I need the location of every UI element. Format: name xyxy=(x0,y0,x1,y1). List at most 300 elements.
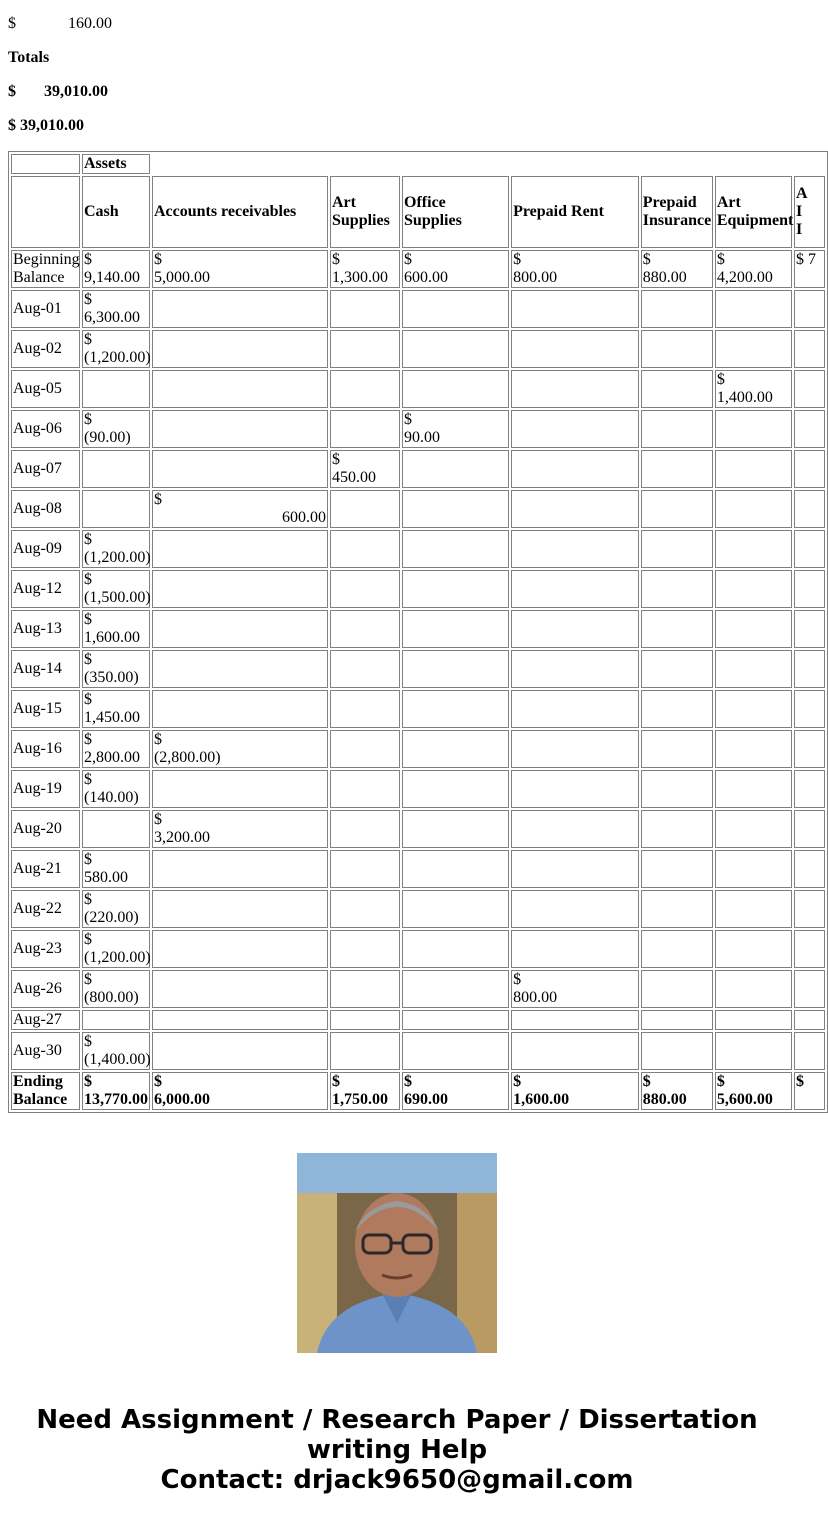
cell-amount: (1,400.00) xyxy=(83,1051,151,1068)
cell-prepaid-insurance xyxy=(641,290,713,328)
row-label: Aug-02 xyxy=(11,330,80,368)
cell-prepaid-insurance xyxy=(641,250,713,288)
avatar xyxy=(297,1153,497,1353)
cell-dollar-sign: $ xyxy=(83,331,92,348)
cell-art-equipment xyxy=(715,610,792,648)
header-prepaid-rent: Prepaid Rent xyxy=(511,176,639,248)
cell-cut-off xyxy=(794,930,825,968)
column-header-row xyxy=(11,176,825,248)
footer-text xyxy=(0,1405,794,1495)
cell-art-supplies xyxy=(330,290,400,328)
cell-amount: (350.00) xyxy=(83,669,139,686)
cell-accounts-receivables xyxy=(152,1010,328,1030)
cell-cut-off xyxy=(794,1010,825,1030)
cell-art-supplies xyxy=(330,370,400,408)
cell-cut-off xyxy=(794,650,825,688)
table-row xyxy=(11,1032,825,1070)
cell-art-equipment xyxy=(715,930,792,968)
cell-amount: 1,450.00 xyxy=(83,709,140,726)
cell-prepaid-rent xyxy=(511,930,639,968)
cell-art-supplies xyxy=(330,770,400,808)
cell-cut-off xyxy=(794,530,825,568)
cell-art-supplies xyxy=(330,250,400,288)
ledger-table xyxy=(8,151,828,1113)
cell-art-supplies xyxy=(330,570,400,608)
footer-line-3: Contact: drjack9650@gmail.com xyxy=(160,1465,634,1495)
cell-dollar-sign: $ xyxy=(83,611,92,628)
footer-line-1: Need Assignment / Research Paper / Dissertation xyxy=(36,1405,758,1435)
cell-accounts-receivables xyxy=(152,1072,328,1110)
cell-amount: 13,770.00 xyxy=(83,1091,148,1108)
row-label: Aug-20 xyxy=(11,810,80,848)
header-cash: Cash xyxy=(82,176,150,248)
cell-art-equipment xyxy=(715,330,792,368)
cell-dollar-sign: $ xyxy=(83,1073,92,1090)
cell-dollar-sign: $ xyxy=(83,931,92,948)
cell-cut-off xyxy=(794,970,825,1008)
cell-amount: 800.00 xyxy=(513,989,558,1006)
header-art-equipment: Art Equipment xyxy=(715,176,792,248)
cell-accounts-receivables xyxy=(152,570,328,608)
cell-cash xyxy=(82,570,150,608)
cell-cut-off xyxy=(794,850,825,888)
header-cut-off: A I I xyxy=(794,176,825,248)
cell-art-equipment xyxy=(715,530,792,568)
cell-art-supplies xyxy=(330,850,400,888)
cell-office-supplies xyxy=(402,610,509,648)
band-empty-cell xyxy=(11,154,80,174)
cell-dollar-sign: $ xyxy=(83,691,92,708)
cell-art-equipment xyxy=(715,570,792,608)
cell-amount: 880.00 xyxy=(642,269,687,286)
table-row xyxy=(11,330,825,368)
cell-prepaid-rent xyxy=(511,770,639,808)
cell-amount: 5,000.00 xyxy=(153,269,210,286)
table-row xyxy=(11,850,825,888)
cell-prepaid-rent xyxy=(511,330,639,368)
cell-amount: (140.00) xyxy=(83,789,139,806)
cell-prepaid-rent xyxy=(511,290,639,328)
cell-accounts-receivables xyxy=(152,330,328,368)
cell-art-equipment xyxy=(715,970,792,1008)
totals-value: 39,010.00 xyxy=(44,83,108,100)
cell-dollar-sign: $ xyxy=(153,251,162,268)
band-assets-cell: Assets xyxy=(82,154,150,174)
cell-accounts-receivables xyxy=(152,850,328,888)
cell-amount: 1,600.00 xyxy=(513,1091,570,1108)
cell-amount: 2,800.00 xyxy=(83,749,140,766)
cell-office-supplies xyxy=(402,810,509,848)
cell-accounts-receivables xyxy=(152,290,328,328)
cell-office-supplies xyxy=(402,250,509,288)
cell-cash xyxy=(82,1010,150,1030)
cell-accounts-receivables xyxy=(152,610,328,648)
row-label: Ending Balance xyxy=(11,1072,80,1110)
cell-amount: (800.00) xyxy=(83,989,139,1006)
cell-amount: 880.00 xyxy=(642,1091,687,1108)
totals-dollar: $ xyxy=(8,83,16,100)
cell-office-supplies xyxy=(402,1032,509,1070)
cell-cut-off xyxy=(794,290,825,328)
table-row xyxy=(11,1010,825,1030)
cell-dollar-sign: $ xyxy=(153,491,162,508)
table-row xyxy=(11,930,825,968)
cell-prepaid-insurance xyxy=(641,570,713,608)
cell-accounts-receivables xyxy=(152,530,328,568)
cell-dollar-sign: $ xyxy=(153,731,162,748)
cell-amount: 5,600.00 xyxy=(716,1091,773,1108)
cell-art-supplies xyxy=(330,450,400,488)
cell-dollar-sign: $ xyxy=(404,411,413,428)
cell-art-equipment xyxy=(715,850,792,888)
table-row xyxy=(11,810,825,848)
cell-art-equipment xyxy=(715,410,792,448)
cell-accounts-receivables xyxy=(152,450,328,488)
cell-cash xyxy=(82,930,150,968)
cell-prepaid-rent xyxy=(511,410,639,448)
cell-art-supplies xyxy=(330,970,400,1008)
cell-art-equipment xyxy=(715,810,792,848)
cell-office-supplies xyxy=(402,450,509,488)
cell-cash xyxy=(82,810,150,848)
cell-office-supplies xyxy=(402,970,509,1008)
cell-prepaid-insurance xyxy=(641,410,713,448)
row-label: Aug-08 xyxy=(11,490,80,528)
cell-cut-off xyxy=(794,370,825,408)
table-row xyxy=(11,490,825,528)
cell-amount: 800.00 xyxy=(513,269,558,286)
cell-amount: 1,400.00 xyxy=(716,389,773,406)
cell-dollar-sign: $ xyxy=(83,851,92,868)
table-row xyxy=(11,290,825,328)
cell-cut-off xyxy=(794,810,825,848)
cell-dollar-sign: $ xyxy=(83,1033,92,1050)
cell-prepaid-insurance xyxy=(641,1072,713,1110)
cell-accounts-receivables xyxy=(152,650,328,688)
cell-prepaid-insurance xyxy=(641,490,713,528)
cell-accounts-receivables xyxy=(152,250,328,288)
cell-art-equipment xyxy=(715,1010,792,1030)
cell-dollar-sign: $ xyxy=(83,731,92,748)
cell-accounts-receivables xyxy=(152,490,328,528)
cell-prepaid-rent xyxy=(511,810,639,848)
cell-prepaid-rent xyxy=(511,1010,639,1030)
cell-accounts-receivables xyxy=(152,730,328,768)
cell-dollar-sign: $ xyxy=(83,531,92,548)
cell-amount: 9,140.00 xyxy=(83,269,140,286)
cell-office-supplies xyxy=(402,410,509,448)
table-row xyxy=(11,370,825,408)
row-label: Aug-30 xyxy=(11,1032,80,1070)
cell-cut-off xyxy=(794,770,825,808)
cell-prepaid-rent xyxy=(511,730,639,768)
cell-art-supplies xyxy=(330,730,400,768)
cell-cash xyxy=(82,1072,150,1110)
cell-dollar-sign: $ xyxy=(83,971,92,988)
cell-cash xyxy=(82,290,150,328)
row-label: Aug-27 xyxy=(11,1010,80,1030)
row-label: Aug-19 xyxy=(11,770,80,808)
cell-office-supplies xyxy=(402,890,509,928)
cell-art-supplies xyxy=(330,530,400,568)
cell-cut-off xyxy=(794,450,825,488)
table-row xyxy=(11,530,825,568)
cell-cash xyxy=(82,970,150,1008)
cell-cut-off xyxy=(794,890,825,928)
cell-prepaid-rent xyxy=(511,610,639,648)
cell-amount: 600.00 xyxy=(282,509,326,526)
cell-art-supplies xyxy=(330,1072,400,1110)
table-row xyxy=(11,770,825,808)
cell-art-equipment xyxy=(715,250,792,288)
cell-office-supplies xyxy=(402,530,509,568)
band-row xyxy=(11,154,825,174)
row-label: Aug-26 xyxy=(11,970,80,1008)
cell-prepaid-insurance xyxy=(641,690,713,728)
cell-prepaid-insurance xyxy=(641,810,713,848)
cell-accounts-receivables xyxy=(152,970,328,1008)
cell-dollar-sign: $ xyxy=(83,571,92,588)
cell-art-supplies xyxy=(330,410,400,448)
cell-office-supplies xyxy=(402,330,509,368)
cell-accounts-receivables xyxy=(152,370,328,408)
table-row xyxy=(11,410,825,448)
cell-amount: 450.00 xyxy=(332,469,376,486)
row-label: Aug-23 xyxy=(11,930,80,968)
cell-dollar-sign: $ xyxy=(513,251,522,268)
cell-art-supplies xyxy=(330,1010,400,1030)
cell-dollar-sign: $ xyxy=(83,771,92,788)
cell-art-equipment xyxy=(715,890,792,928)
cell-art-supplies xyxy=(330,930,400,968)
cell-amount: 6,300.00 xyxy=(83,309,140,326)
amount-value: 160.00 xyxy=(68,15,112,32)
cell-prepaid-insurance xyxy=(641,850,713,888)
header-art-supplies: Art Supplies xyxy=(330,176,400,248)
cell-prepaid-insurance xyxy=(641,530,713,568)
cell-amount: (1,200.00) xyxy=(83,349,151,366)
totals-label: Totals xyxy=(8,49,50,66)
amount-line xyxy=(8,15,112,33)
totals-line xyxy=(8,83,108,101)
cell-amount: 1,600.00 xyxy=(83,629,140,646)
cell-dollar-sign: $ xyxy=(642,1073,651,1090)
cell-prepaid-rent xyxy=(511,570,639,608)
cell-prepaid-rent xyxy=(511,530,639,568)
cell-prepaid-insurance xyxy=(641,930,713,968)
cell-art-supplies xyxy=(330,610,400,648)
row-label: Aug-05 xyxy=(11,370,80,408)
cell-office-supplies xyxy=(402,730,509,768)
row-label: Aug-09 xyxy=(11,530,80,568)
cell-prepaid-insurance xyxy=(641,610,713,648)
row-label: Beginning Balance xyxy=(13,251,80,286)
ending-balance-row xyxy=(11,1072,825,1110)
cell-amount: 4,200.00 xyxy=(716,269,773,286)
cell-cash xyxy=(82,370,150,408)
cell-art-equipment xyxy=(715,490,792,528)
cell-accounts-receivables xyxy=(152,1032,328,1070)
cell-prepaid-insurance xyxy=(641,330,713,368)
cell-art-supplies xyxy=(330,490,400,528)
cell-dollar-sign: $ xyxy=(642,251,651,268)
footer-line-2: writing Help xyxy=(306,1435,488,1465)
cell-dollar-sign: $ xyxy=(83,651,92,668)
cell-prepaid-insurance xyxy=(641,730,713,768)
cell-prepaid-rent xyxy=(511,650,639,688)
table-row xyxy=(11,970,825,1008)
cell-office-supplies xyxy=(402,1072,509,1110)
cell-cut-off xyxy=(794,410,825,448)
row-label: Aug-16 xyxy=(11,730,80,768)
cell-office-supplies xyxy=(402,1010,509,1030)
cell-cut-off xyxy=(794,690,825,728)
cell-prepaid-rent xyxy=(511,250,639,288)
cell-amount: (220.00) xyxy=(83,909,139,926)
cell-art-equipment xyxy=(715,690,792,728)
cell-cash xyxy=(82,410,150,448)
cell-dollar-sign: $ xyxy=(716,371,725,388)
cell-prepaid-insurance xyxy=(641,450,713,488)
cell-amount: 690.00 xyxy=(404,1091,449,1108)
cell-dollar-sign: $ xyxy=(153,1073,162,1090)
cell-office-supplies xyxy=(402,290,509,328)
cell-amount: 3,200.00 xyxy=(153,829,210,846)
row-label: Aug-21 xyxy=(11,850,80,888)
beginning-balance-row xyxy=(11,250,825,288)
table-row xyxy=(11,450,825,488)
cell-dollar-sign: $ xyxy=(83,251,92,268)
cell-art-equipment xyxy=(715,650,792,688)
cell-amount: 6,000.00 xyxy=(153,1091,210,1108)
cell-dollar-sign: $ xyxy=(404,251,413,268)
cell-art-equipment xyxy=(715,370,792,408)
cell-prepaid-insurance xyxy=(641,1032,713,1070)
cell-cash xyxy=(82,650,150,688)
cell-cash xyxy=(82,770,150,808)
header-accounts-receivables: Accounts receivables xyxy=(152,176,328,248)
cell-dollar-sign: $ xyxy=(716,251,725,268)
cell-amount: 580.00 xyxy=(83,869,128,886)
cell-prepaid-insurance xyxy=(641,890,713,928)
table-row xyxy=(11,690,825,728)
row-label: Aug-07 xyxy=(11,450,80,488)
cell-art-equipment xyxy=(715,450,792,488)
cell-prepaid-rent xyxy=(511,970,639,1008)
avatar-photo xyxy=(297,1153,497,1353)
row-label: Aug-22 xyxy=(11,890,80,928)
cell-office-supplies xyxy=(402,770,509,808)
cell-dollar-sign: $ xyxy=(83,411,92,428)
cell-dollar-sign: $ xyxy=(332,1073,340,1090)
cell-prepaid-insurance xyxy=(641,370,713,408)
cell-cash xyxy=(82,610,150,648)
cell-office-supplies xyxy=(402,930,509,968)
cell-prepaid-rent xyxy=(511,1072,639,1110)
row-label: Aug-01 xyxy=(11,290,80,328)
ledger-table-wrap xyxy=(8,151,817,1113)
cell-dollar-sign: $ xyxy=(332,251,340,268)
row-label: Aug-06 xyxy=(11,410,80,448)
row-label: Aug-15 xyxy=(11,690,80,728)
cell-amount: (1,200.00) xyxy=(83,949,151,966)
cell-amount: 1,750.00 xyxy=(332,1091,388,1108)
totals-line-2: $ 39,010.00 xyxy=(8,117,84,134)
cell-office-supplies xyxy=(402,370,509,408)
cell-cut-off xyxy=(794,570,825,608)
cell-office-supplies xyxy=(402,650,509,688)
cell-dollar-sign: $ xyxy=(83,291,92,308)
cell-prepaid-rent xyxy=(511,690,639,728)
cell-prepaid-insurance xyxy=(641,770,713,808)
cell-prepaid-insurance xyxy=(641,650,713,688)
cell-prepaid-rent xyxy=(511,850,639,888)
cell-amount: 600.00 xyxy=(404,269,449,286)
cell-cut-off xyxy=(794,490,825,528)
cell-cut-off xyxy=(794,610,825,648)
cell-dollar-sign: $ xyxy=(332,451,340,468)
cell-art-equipment xyxy=(715,1032,792,1070)
cell-dollar-sign: $ xyxy=(83,891,92,908)
cell-dollar-sign: $ xyxy=(404,1073,413,1090)
cell-cash xyxy=(82,490,150,528)
cell-art-equipment xyxy=(715,730,792,768)
table-row xyxy=(11,650,825,688)
cell-accounts-receivables xyxy=(152,930,328,968)
cell-cash xyxy=(82,730,150,768)
cell-cash xyxy=(82,890,150,928)
cell-cash xyxy=(82,250,150,288)
cell-art-supplies xyxy=(330,1032,400,1070)
cell-art-supplies xyxy=(330,330,400,368)
cell-accounts-receivables xyxy=(152,770,328,808)
cell-cut-off xyxy=(794,1032,825,1070)
cell-accounts-receivables xyxy=(152,810,328,848)
cell-art-supplies xyxy=(330,890,400,928)
cell-amount: (2,800.00) xyxy=(153,749,221,766)
cell-prepaid-rent xyxy=(511,490,639,528)
row-label: Aug-14 xyxy=(11,650,80,688)
cell-cut-off xyxy=(794,730,825,768)
cell-accounts-receivables xyxy=(152,890,328,928)
cell-art-equipment xyxy=(715,770,792,808)
cell-art-supplies xyxy=(330,650,400,688)
cell-accounts-receivables xyxy=(152,410,328,448)
cell-cut-off: $ xyxy=(794,1072,825,1110)
table-row xyxy=(11,730,825,768)
cell-office-supplies xyxy=(402,690,509,728)
header-office-supplies: Office Supplies xyxy=(402,176,509,248)
row-label: Aug-12 xyxy=(11,570,80,608)
cell-amount: 90.00 xyxy=(404,429,441,446)
cell-amount: 1,300.00 xyxy=(332,269,388,286)
cell-office-supplies xyxy=(402,850,509,888)
cell-amount: (1,200.00) xyxy=(83,549,151,566)
cell-amount: (90.00) xyxy=(83,429,131,446)
cell-cash xyxy=(82,530,150,568)
table-row xyxy=(11,890,825,928)
table-row xyxy=(11,570,825,608)
cell-prepaid-insurance xyxy=(641,1010,713,1030)
amount-dollar: $ xyxy=(8,15,16,32)
cell-art-supplies xyxy=(330,690,400,728)
cell-art-equipment xyxy=(715,290,792,328)
cell-cash xyxy=(82,1032,150,1070)
cell-art-equipment xyxy=(715,1072,792,1110)
cell-prepaid-rent xyxy=(511,890,639,928)
cell-art-supplies xyxy=(330,810,400,848)
cell-dollar-sign: $ xyxy=(716,1073,725,1090)
